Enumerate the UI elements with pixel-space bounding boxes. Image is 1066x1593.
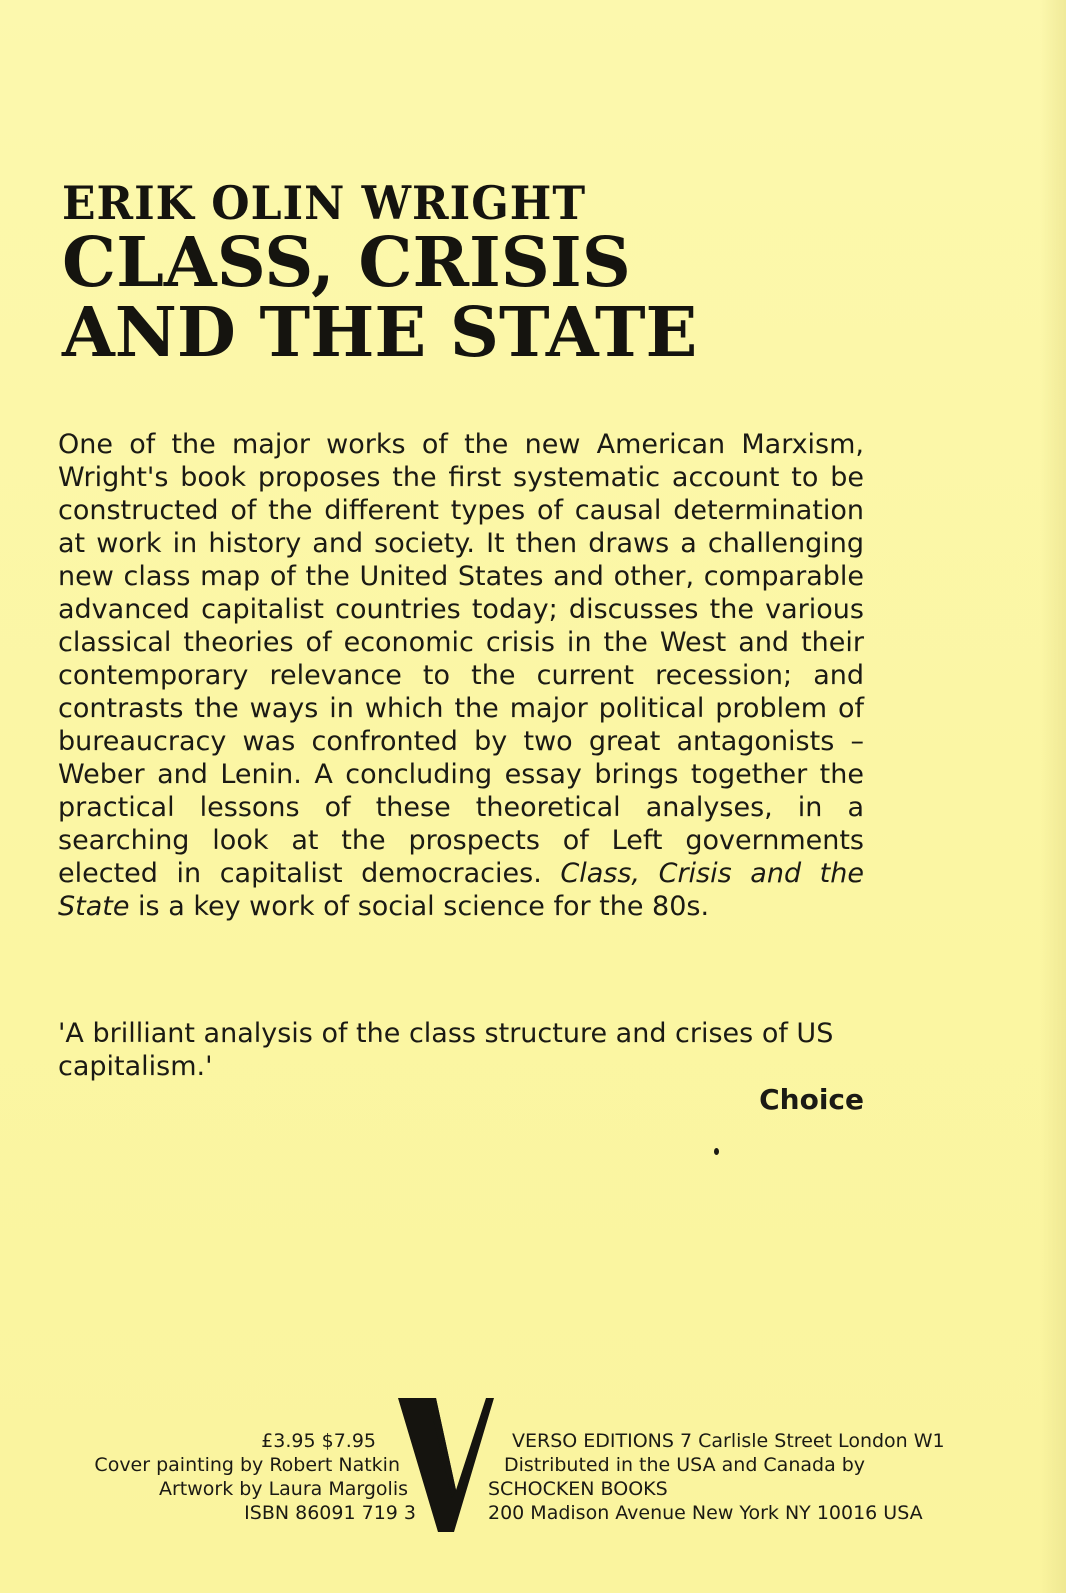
book-title-line-1: CLASS, CRISIS	[62, 223, 631, 303]
print-speck	[714, 1148, 719, 1155]
distribution-note: Distributed in the USA and Canada by	[504, 1454, 866, 1476]
book-title-line-2: AND THE STATE	[62, 293, 698, 373]
book-description	[58, 428, 864, 923]
footer-left-credits	[94, 1429, 416, 1525]
author-name: ERIK OLIN WRIGHT	[62, 176, 587, 231]
verso-v-logo-icon	[398, 1398, 502, 1532]
publisher-address: VERSO EDITIONS 7 Carlisle Street London W1	[512, 1430, 945, 1452]
description-italic-title: Class, Crisis and the State	[58, 858, 864, 922]
price: £3.95 $7.95	[261, 1430, 376, 1452]
description-text: One of the major works of the new American Marxism, Wright's book proposes the first systematic account to be constructed of the different types of causal determination at work in history and society. It then draws a challenging new class map of the United States and other, comparable advanced capitalist countries today; discusses the various classical theories of economic crisis in the West and their contemporary relevance to the current recession; and contrasts the ways in which the major political problem of bureaucracy was confronted by two great antagonists – Weber and Lenin. A concluding essay brings together the practical lessons of these theoretical analyses, in a searching look at the prospects of Left governments elected in capitalist democracies.	[58, 429, 864, 889]
isbn: ISBN 86091 719 3	[244, 1502, 416, 1524]
distributor-address: 200 Madison Avenue New York NY 10016 USA	[488, 1502, 923, 1524]
artwork-credit: Artwork by Laura Margolis	[158, 1478, 408, 1500]
review-source: Choice	[759, 1083, 864, 1116]
footer-right-publisher	[488, 1429, 945, 1525]
page-edge-shadow	[1040, 0, 1066, 1593]
description-paragraph	[58, 428, 864, 923]
cover-credit: Cover painting by Robert Natkin	[94, 1454, 400, 1476]
description-text-end: is a key work of social science for the 80s.	[129, 891, 710, 922]
title-block	[62, 176, 698, 373]
distributor-name: SCHOCKEN BOOKS	[488, 1478, 668, 1500]
review-quote: 'A brilliant analysis of the class structure and crises of US capitalism.'	[58, 1018, 834, 1082]
